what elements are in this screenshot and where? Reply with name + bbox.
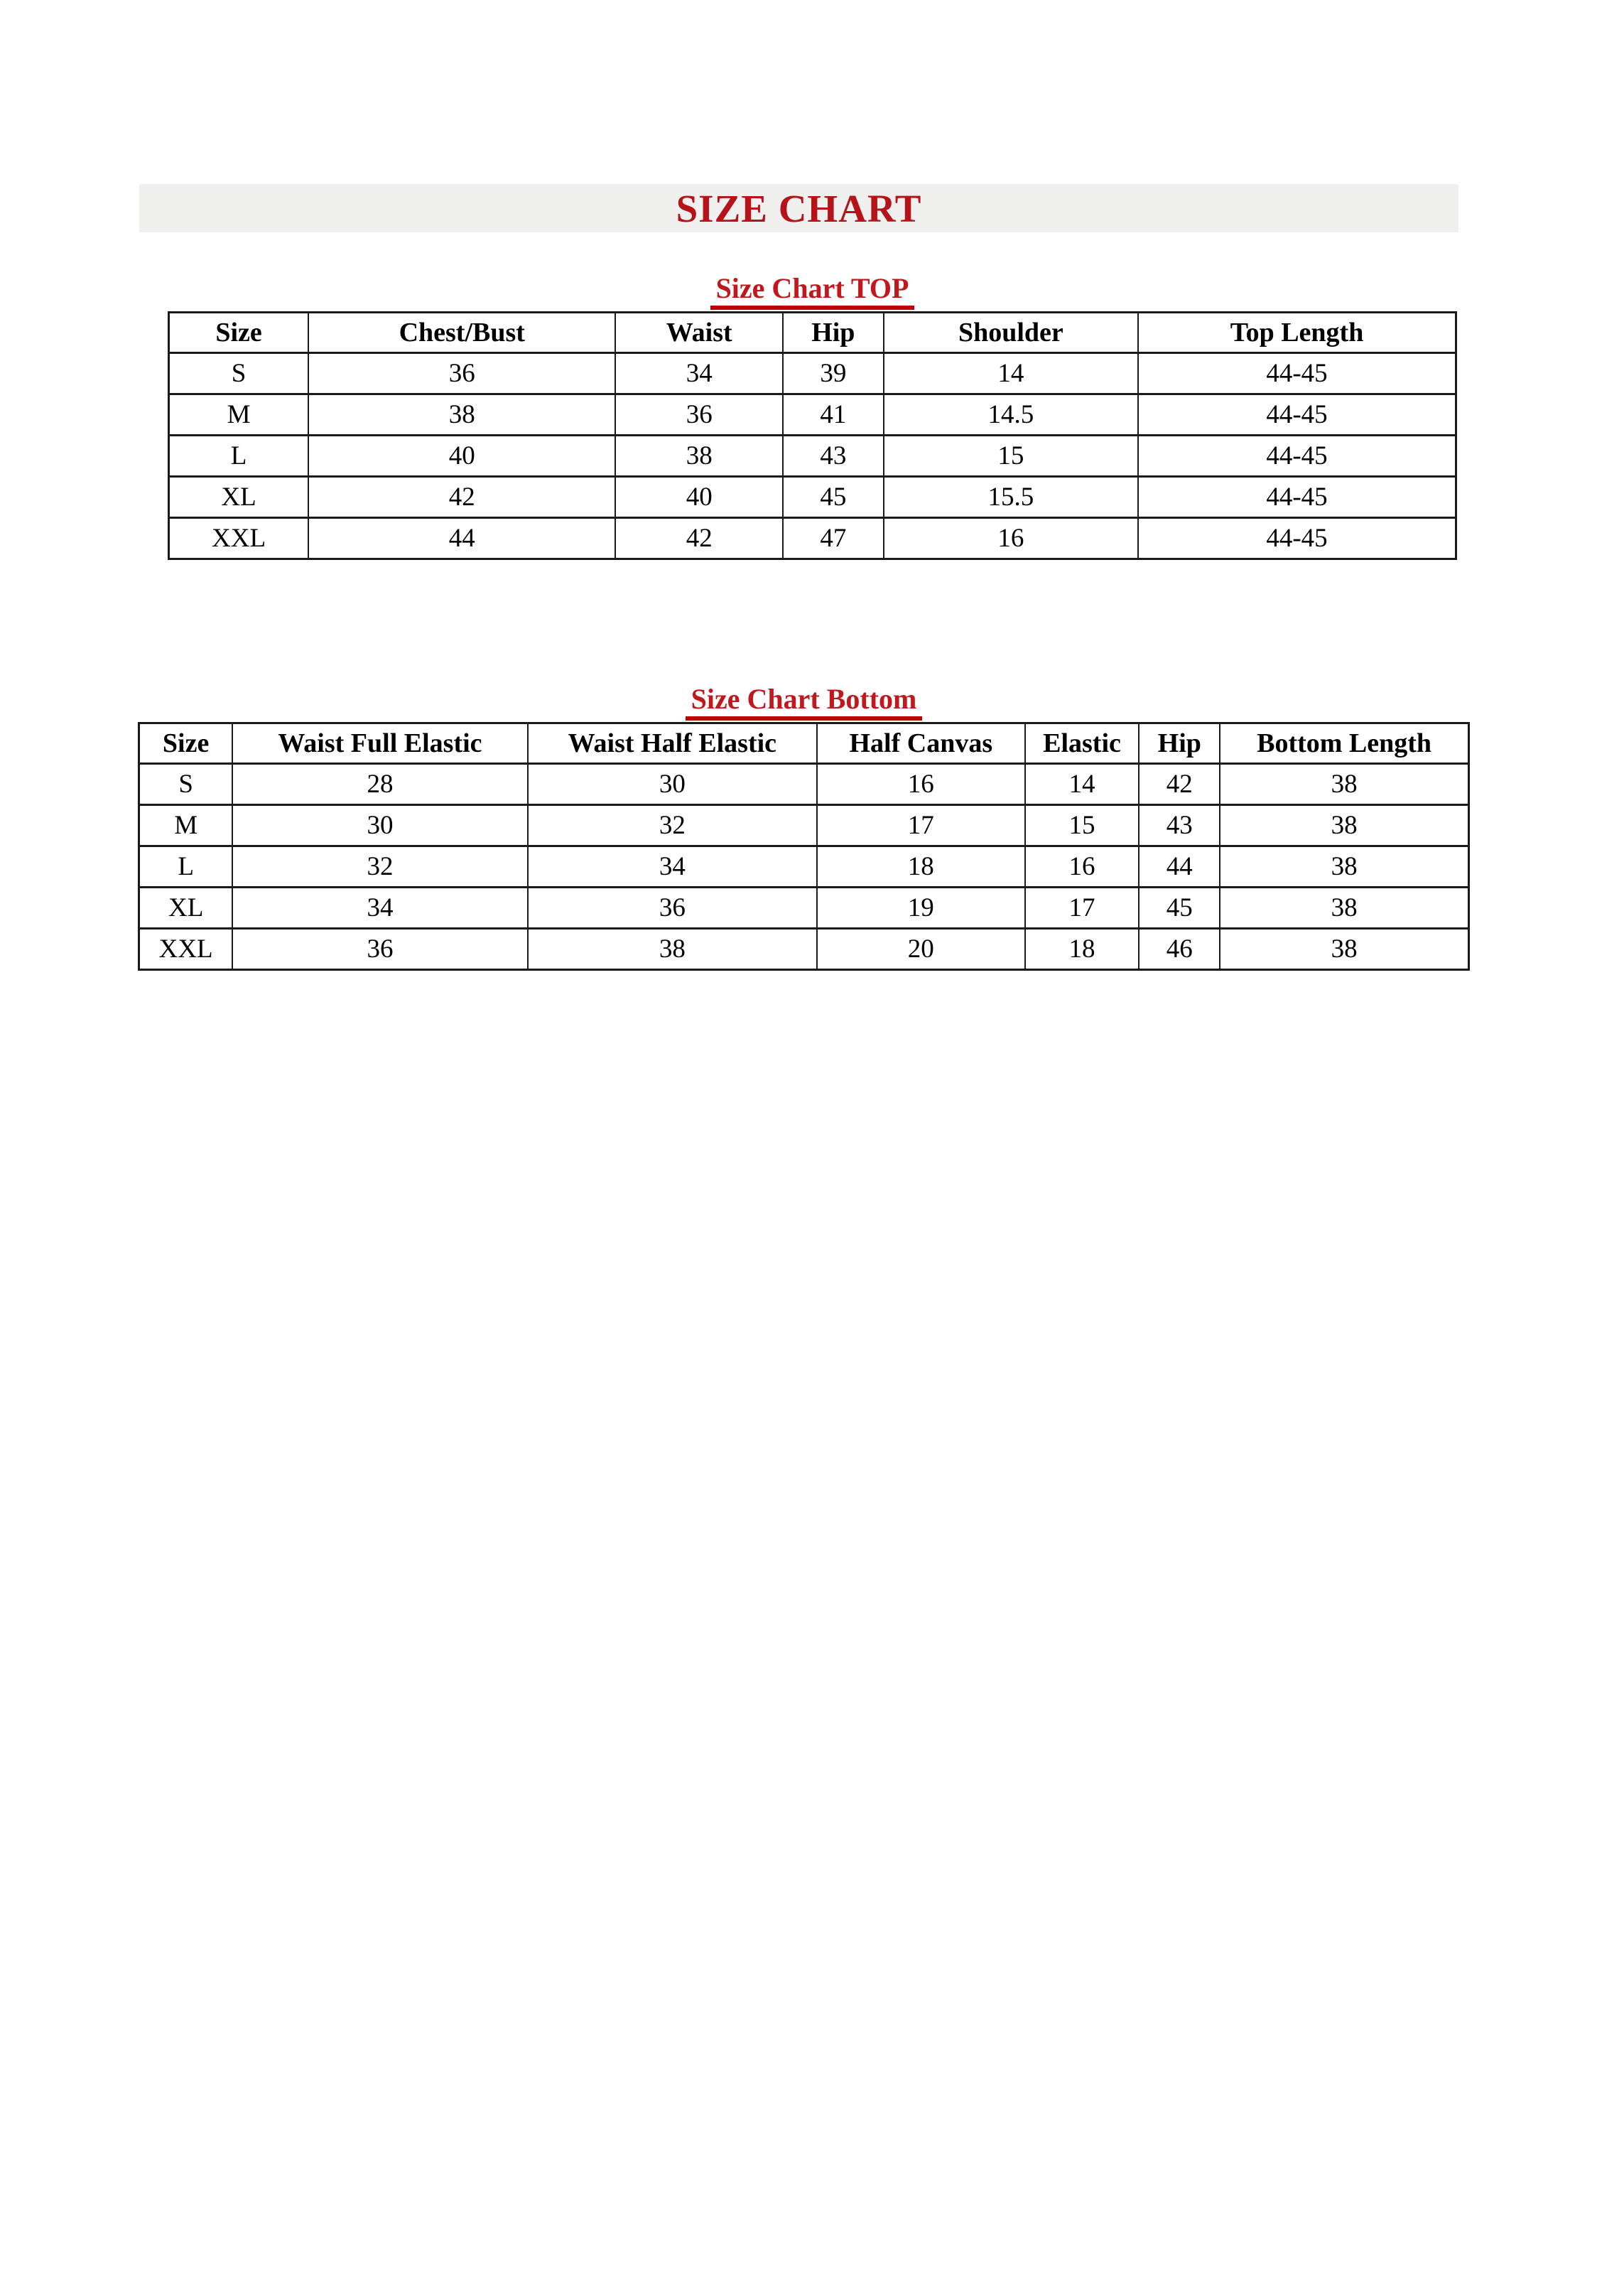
caption-size-chart-top <box>168 273 1457 310</box>
table-cell: 44-45 <box>1138 518 1456 559</box>
column-header: Chest/Bust <box>308 313 615 353</box>
table-cell: 30 <box>528 764 817 805</box>
column-header: Bottom Length <box>1220 723 1468 764</box>
table-cell: XXL <box>139 929 233 970</box>
table-row <box>169 477 1456 518</box>
table-cell: 15.5 <box>884 477 1138 518</box>
table-cell: 42 <box>615 518 783 559</box>
table-cell: 47 <box>783 518 884 559</box>
table-cell: 15 <box>1025 805 1139 846</box>
table-cell: 36 <box>232 929 527 970</box>
table-cell: 17 <box>817 805 1025 846</box>
table-cell: 38 <box>1220 764 1468 805</box>
table-cell: M <box>139 805 233 846</box>
table-row <box>169 394 1456 436</box>
header-row <box>169 313 1456 353</box>
table-row <box>139 888 1469 929</box>
table-cell: 28 <box>232 764 527 805</box>
table-cell: 42 <box>308 477 615 518</box>
table-cell: 16 <box>1025 846 1139 888</box>
table-cell: 20 <box>817 929 1025 970</box>
table-row <box>169 353 1456 394</box>
table-cell: 44-45 <box>1138 353 1456 394</box>
table-cell: 18 <box>817 846 1025 888</box>
table-cell: 36 <box>308 353 615 394</box>
column-header: Hip <box>1139 723 1220 764</box>
table-cell: 46 <box>1139 929 1220 970</box>
caption-size-chart-bottom-text: Size Chart Bottom <box>686 685 923 721</box>
table-cell: 16 <box>884 518 1138 559</box>
table-cell: 14 <box>884 353 1138 394</box>
table-cell: 40 <box>308 436 615 477</box>
table-cell: 34 <box>528 846 817 888</box>
column-header: Top Length <box>1138 313 1456 353</box>
table-cell: 43 <box>783 436 884 477</box>
table-cell: 38 <box>528 929 817 970</box>
column-header: Waist Half Elastic <box>528 723 817 764</box>
table-cell: 44-45 <box>1138 436 1456 477</box>
table-cell: 39 <box>783 353 884 394</box>
table-cell: 14 <box>1025 764 1139 805</box>
table-cell: 38 <box>1220 929 1468 970</box>
column-header: Elastic <box>1025 723 1139 764</box>
table-cell: M <box>169 394 309 436</box>
table-row <box>139 805 1469 846</box>
column-header: Size <box>169 313 309 353</box>
table-cell: 44-45 <box>1138 394 1456 436</box>
column-header: Waist <box>615 313 783 353</box>
table-cell: XXL <box>169 518 309 559</box>
table-row <box>139 846 1469 888</box>
table-cell: 30 <box>232 805 527 846</box>
column-header: Half Canvas <box>817 723 1025 764</box>
table-cell: 32 <box>232 846 527 888</box>
caption-size-chart-top-text: Size Chart TOP <box>710 274 915 310</box>
table-cell: 38 <box>1220 846 1468 888</box>
table-cell: 19 <box>817 888 1025 929</box>
table-cell: 43 <box>1139 805 1220 846</box>
table-cell: 42 <box>1139 764 1220 805</box>
table-cell: 32 <box>528 805 817 846</box>
table-row <box>139 764 1469 805</box>
table-cell: 44 <box>1139 846 1220 888</box>
table-cell: 18 <box>1025 929 1139 970</box>
page-title: SIZE CHART <box>676 186 922 230</box>
table-cell: 44-45 <box>1138 477 1456 518</box>
size-chart-bottom-table <box>138 722 1470 971</box>
title-bar <box>139 184 1458 232</box>
column-header: Waist Full Elastic <box>232 723 527 764</box>
table-cell: 45 <box>783 477 884 518</box>
table-row <box>169 518 1456 559</box>
table-cell: 36 <box>615 394 783 436</box>
table-cell: 36 <box>528 888 817 929</box>
table-cell: 38 <box>308 394 615 436</box>
table-cell: 14.5 <box>884 394 1138 436</box>
table-cell: 38 <box>1220 805 1468 846</box>
table-cell: L <box>139 846 233 888</box>
column-header: Shoulder <box>884 313 1138 353</box>
column-header: Hip <box>783 313 884 353</box>
table-cell: 45 <box>1139 888 1220 929</box>
size-chart-top-table <box>168 311 1457 560</box>
table-cell: 17 <box>1025 888 1139 929</box>
table-cell: 40 <box>615 477 783 518</box>
column-header: Size <box>139 723 233 764</box>
table-row <box>139 929 1469 970</box>
table-cell: 16 <box>817 764 1025 805</box>
table-cell: 38 <box>1220 888 1468 929</box>
table-cell: 41 <box>783 394 884 436</box>
header-row <box>139 723 1469 764</box>
table-cell: 34 <box>615 353 783 394</box>
table-cell: 34 <box>232 888 527 929</box>
table-cell: 15 <box>884 436 1138 477</box>
table-cell: S <box>169 353 309 394</box>
table-row <box>169 436 1456 477</box>
caption-size-chart-bottom <box>138 684 1470 721</box>
table-cell: S <box>139 764 233 805</box>
table-cell: XL <box>169 477 309 518</box>
table-cell: 44 <box>308 518 615 559</box>
table-cell: XL <box>139 888 233 929</box>
table-cell: 38 <box>615 436 783 477</box>
table-cell: L <box>169 436 309 477</box>
